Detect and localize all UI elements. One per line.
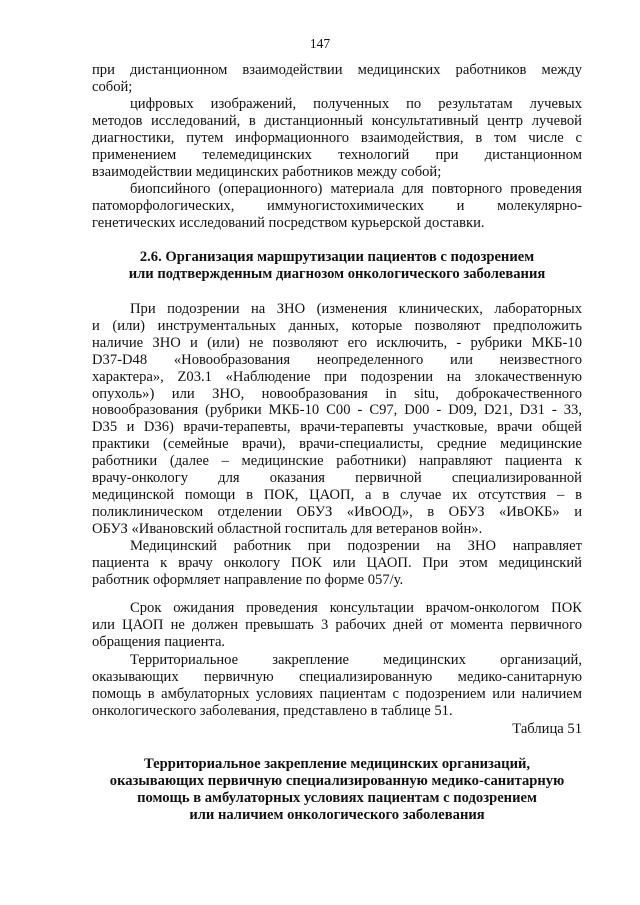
text-line: врачу-онкологу для оказания первичной специализированной [92, 470, 582, 487]
heading-line: оказывающих первичную специализированную медико-санитарную [109, 772, 565, 789]
text-line: или ЦАОП не должен превышать 3 рабочих дней от момента первичного [92, 616, 582, 633]
text-line: D35 и D36) врачи-терапевты, врачи-терапевты участковые, врачи общей [92, 419, 582, 436]
text-line: патоморфологических, иммуногистохимических и молекулярно- [92, 197, 582, 214]
text-line: применением телемедицинских технологий при дистанционном [92, 146, 582, 163]
text-line: работники (далее – медицинские работники) направляют пациента к [92, 453, 582, 470]
text-line: при дистанционном взаимодействии медицинских работников между [92, 62, 582, 78]
text-line: онкологического заболевания, представлено в таблице 51. [92, 702, 453, 719]
text-line: наличие ЗНО и (или) не позволяют его исключить, - рубрики МКБ-10 [92, 334, 582, 351]
section-heading [92, 249, 582, 283]
table-label-block [92, 721, 582, 738]
text-line: оказывающих первичную специализированную медико-санитарную [92, 668, 582, 685]
text-line: новообразования (рубрики МКБ-10 C00 - C97, D00 - D09, D21, D31 - 33, [92, 402, 582, 419]
text-line: Территориальное закрепление медицинских организаций, [130, 652, 582, 668]
text-block-digital-images [92, 96, 582, 181]
text-line: ОБУЗ «Ивановский областной госпиталь для ветеранов войн». [92, 520, 483, 537]
text-line: Медицинский работник при подозрении на ЗНО направляет [130, 538, 582, 554]
text-line: помощь в амбулаторных условиях пациентам с подозрением или наличием [92, 685, 582, 702]
heading-line: Территориальное закрепление медицинских организаций, [143, 756, 531, 772]
text-block-biopsy-material [92, 181, 582, 232]
paragraph-waiting-period [92, 600, 582, 651]
text-line: взаимодействии медицинских работников между собой; [92, 163, 442, 180]
text-line: собой; [92, 78, 133, 95]
heading-line: или подтвержденным диагнозом онкологического заболевания [128, 265, 546, 282]
text-line: пациента к врачу онкологу ПОК или ЦАОП. При этом медицинский [92, 554, 582, 571]
heading-line: 2.6. Организация маршрутизации пациентов с подозрением [139, 249, 535, 265]
paragraph-territorial-assignment [92, 652, 582, 720]
text-line: цифровых изображений, полученных по результатам лучевых [130, 96, 582, 112]
text-line: D37-D48 «Новообразования неопределенного или неизвестного [92, 351, 582, 368]
text-line: и (или) инструментальных данных, которые позволяют предположить [92, 317, 582, 334]
text-line: поликлиническом отделении ОБУЗ «ИвООД», в ОБУЗ «ИвОКБ» и [92, 503, 582, 520]
text-line: практики (семейные врачи), врачи-специалисты, средние медицинские [92, 436, 582, 453]
text-line: характера», Z03.1 «Наблюдение при подозрении на злокачественную [92, 368, 582, 385]
table-heading [92, 756, 582, 824]
text-line: медицинской помощи в ПОК, ЦАОП, а в случае их отсутствия – в [92, 486, 582, 503]
text-line: генетических исследований посредством курьерской доставки. [92, 214, 485, 231]
table-label: Таблица 51 [512, 721, 582, 737]
paragraph-referral-suspicion [92, 301, 582, 538]
text-line: опухоль») или ЗНО, новообразования in situ, доброкачественного [92, 385, 582, 402]
page-number: 147 [309, 36, 331, 51]
text-line: При подозрении на ЗНО (изменения клинических, лабораторных [130, 301, 582, 317]
text-line: Срок ожидания проведения консультации врачом-онкологом ПОК [130, 600, 582, 616]
text-block-telemedicine-interaction [92, 62, 582, 96]
heading-line: или наличием онкологического заболевания [189, 806, 485, 823]
text-line: биопсийного (операционного) материала для повторного проведения [130, 181, 582, 197]
text-line: методов исследований, в дистанционный консультативный центр лучевой [92, 112, 582, 129]
text-line: обращения пациента. [92, 633, 226, 650]
text-line: диагностики, путем информационного взаимодействия, в том числе с [92, 129, 582, 146]
paragraph-referral-form [92, 538, 582, 589]
text-line: работник оформляет направление по форме 057/у. [92, 571, 404, 588]
heading-line: помощь в амбулаторных условиях пациентам с подозрением [137, 789, 537, 806]
